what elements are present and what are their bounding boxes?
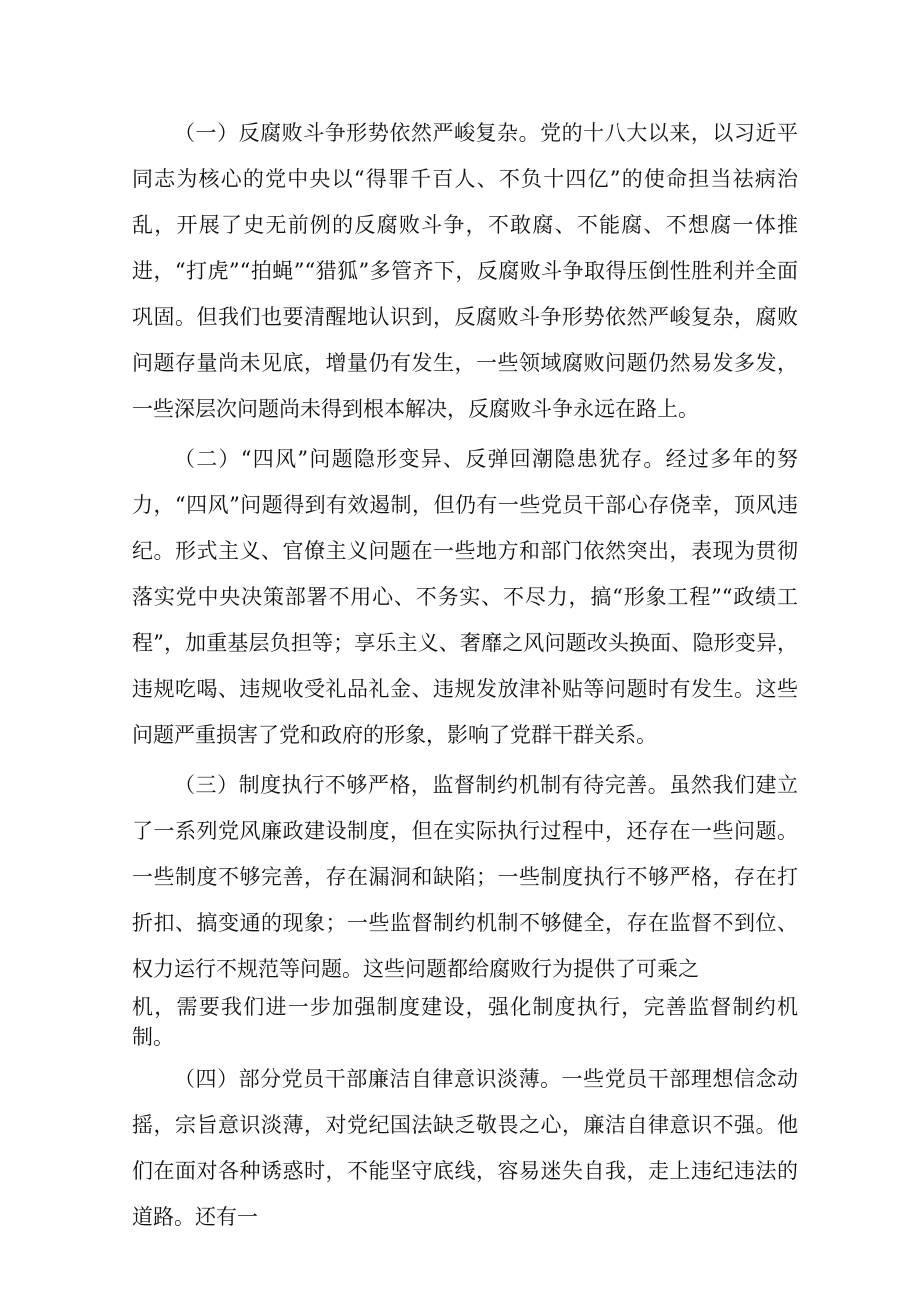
paragraph-self-discipline: （四）部分党员干部廉洁自律意识淡薄。一些党员干部理想信念动摇，宗旨意识淡薄，对党纪国法缺乏敬畏之心，廉洁自律意识不强。他们在面对各种诱惑时，不能坚守底线，容易迷失自我，走上违纪违法的道路。还有一: [132, 1067, 798, 1229]
paragraph-four-winds: （二）“四风”问题隐形变异、反弹回潮隐患犹存。经过多年的努力，“四风”问题得到有效遏制，但仍有一些党员干部心存侥幸，顶风违纪。形式主义、官僚主义问题在一些地方和部门依然突出，表现为贯彻落实党中央决策部署不用心、不务实、不尽力，搞“形象工程”“政绩工程”，加重基层负担等；享乐主义、奢靡之风问题改头换面、隐形变异，违规吃喝、违规收受礼品礼金、违规发放津补贴等问题时有发生。这些问题严重损害了党和政府的形象，影响了党群干群关系。: [132, 447, 798, 747]
paragraph-system-execution: （三）制度执行不够严格，监督制约机制有待完善。虽然我们建立了一系列党风廉政建设制度，但在实际执行过程中，还存在一些问题。一些制度不够完善，存在漏洞和缺陷；一些制度执行不够严格，存在打折扣、搞变通的现象；一些监督制约机制不够健全，存在监督不到位、权力运行不规范等问题。这些问题都给腐败行为提供了可乘之: [132, 773, 798, 981]
document-body: [132, 110, 798, 1240]
paragraph-system-execution-continuation: 机，需要我们进一步加强制度建设，强化制度执行，完善监督制约机制。: [132, 995, 798, 1049]
paragraph-anti-corruption: （一）反腐败斗争形势依然严峻复杂。党的十八大以来，以习近平同志为核心的党中央以“得罪千百人、不负十四亿”的使命担当祛病治乱，开展了史无前例的反腐败斗争，不敢腐、不能腐、不想腐一体推进，“打虎”“拍蝇”“猎狐”多管齐下，反腐败斗争取得压倒性胜利并全面巩固。但我们也要清醒地认识到，反腐败斗争形势依然严峻复杂，腐败问题存量尚未见底，增量仍有发生，一些领域腐败问题仍然易发多发，一些深层次问题尚未得到根本解决，反腐败斗争永远在路上。: [132, 121, 798, 421]
